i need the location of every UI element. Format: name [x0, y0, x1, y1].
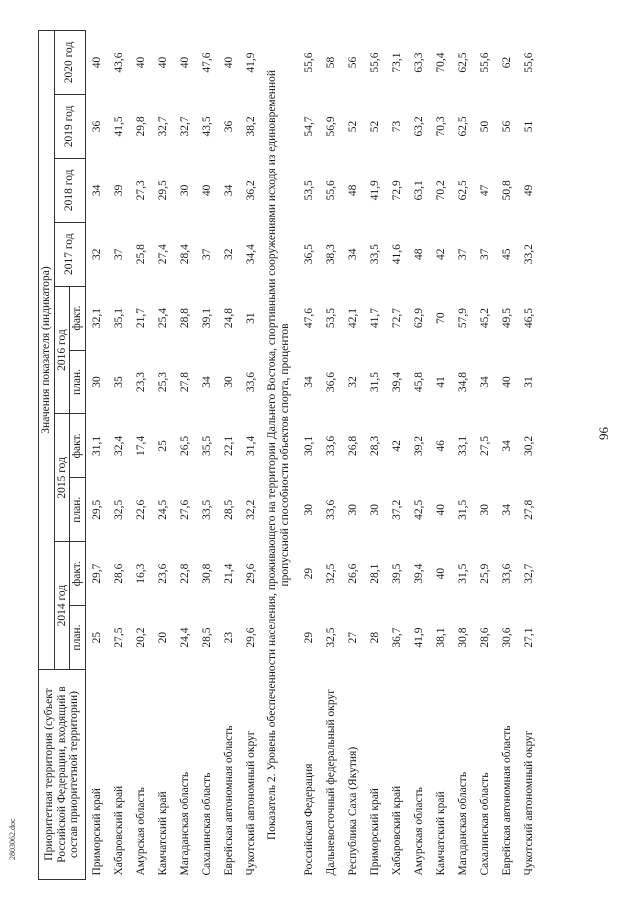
table-row — [474, 31, 496, 880]
value-cell: 34 — [501, 504, 514, 516]
value-cell: 62,9 — [413, 308, 426, 329]
value-cell: 32,7 — [178, 116, 191, 137]
value-cell: 34 — [347, 248, 360, 260]
value-cell: 38,3 — [325, 244, 338, 265]
value-cell: 34 — [479, 376, 492, 388]
header-year-2019: 2019 год — [54, 94, 85, 158]
value-cell: 42,1 — [347, 308, 360, 329]
table-row — [496, 31, 518, 880]
table-row — [218, 31, 240, 880]
value-cell: 38,1 — [435, 627, 448, 648]
value-cell: 63,1 — [413, 180, 426, 201]
value-cell: 41,7 — [369, 308, 382, 329]
value-cell: 24,4 — [178, 627, 191, 648]
value-cell: 39,2 — [413, 435, 426, 456]
value-cell: 30 — [90, 376, 103, 388]
value-cell: 31 — [244, 312, 257, 324]
value-cell: 31 — [523, 376, 536, 388]
value-cell: 45,2 — [479, 308, 492, 329]
table-row — [320, 31, 342, 880]
page-number: 96 — [596, 427, 611, 440]
value-cell: 41,9 — [413, 627, 426, 648]
table-body-indicator-1 — [85, 31, 262, 880]
value-cell: 22,8 — [178, 563, 191, 584]
value-cell: 31,5 — [457, 563, 470, 584]
value-cell: 29,5 — [90, 499, 103, 520]
header-year-2020: 2020 год — [54, 31, 85, 95]
header-year-2015: 2015 год — [54, 414, 70, 542]
region-name: Республика Саха (Якутия) — [347, 746, 360, 876]
value-cell: 73 — [391, 120, 404, 133]
footer-doc-code: 2803062.doc — [8, 818, 17, 860]
value-cell: 33,6 — [325, 435, 338, 456]
value-cell: 51 — [523, 120, 536, 133]
value-cell: 23,6 — [156, 563, 169, 584]
value-cell: 25,4 — [156, 308, 169, 329]
value-cell: 53,5 — [325, 308, 338, 329]
value-cell: 32,5 — [325, 563, 338, 584]
value-cell: 21,4 — [222, 563, 235, 584]
table-row — [152, 31, 174, 880]
value-cell: 37 — [112, 248, 125, 260]
value-cell: 24,8 — [222, 308, 235, 329]
value-cell: 35,1 — [112, 308, 125, 329]
indicator-table — [38, 30, 540, 880]
value-cell: 31,4 — [244, 435, 257, 456]
table-row — [174, 31, 196, 880]
value-cell: 37 — [479, 248, 492, 260]
value-cell: 27,3 — [134, 180, 147, 201]
value-cell: 34,4 — [244, 244, 257, 265]
value-cell: 30 — [303, 504, 316, 516]
value-cell: 33,6 — [501, 563, 514, 584]
value-cell: 55,6 — [479, 52, 492, 73]
value-cell: 40 — [435, 504, 448, 516]
table-row — [196, 31, 218, 880]
value-cell: 28,8 — [178, 308, 191, 329]
value-cell: 45,8 — [413, 371, 426, 393]
value-cell: 54,7 — [303, 116, 316, 137]
value-cell: 30,1 — [303, 435, 316, 456]
table-header — [39, 31, 86, 880]
table-row — [364, 31, 386, 880]
value-cell: 32,5 — [112, 499, 125, 520]
value-cell: 28,5 — [222, 499, 235, 520]
value-cell: 34 — [501, 440, 514, 452]
region-name: Чукотский автономный округ — [244, 730, 257, 876]
value-cell: 39,4 — [391, 371, 404, 393]
value-cell: 22,1 — [222, 435, 235, 456]
region-name: Камчатский край — [435, 791, 448, 876]
value-cell: 36,7 — [391, 627, 404, 648]
value-cell: 32 — [90, 248, 103, 260]
value-cell: 49,5 — [501, 308, 514, 329]
value-cell: 42 — [435, 248, 448, 260]
region-name: Еврейская автономная область — [222, 725, 235, 876]
value-cell: 36,6 — [325, 371, 338, 393]
value-cell: 62,5 — [457, 180, 470, 201]
value-cell: 37 — [457, 248, 470, 260]
value-cell: 39,1 — [200, 308, 213, 329]
header-fact: факт. — [70, 542, 86, 606]
value-cell: 52 — [347, 120, 360, 133]
value-cell: 63,2 — [413, 116, 426, 137]
value-cell: 27 — [347, 631, 360, 644]
value-cell: 29 — [303, 631, 316, 644]
value-cell: 28,3 — [369, 435, 382, 456]
value-cell: 27,6 — [178, 499, 191, 520]
value-cell: 40 — [222, 56, 235, 69]
value-cell: 40 — [134, 56, 147, 69]
value-cell: 62 — [501, 56, 514, 69]
header-plan: план. — [70, 350, 86, 414]
value-cell: 27,1 — [523, 627, 536, 648]
value-cell: 32,7 — [156, 116, 169, 137]
header-year-2016: 2016 год — [54, 286, 70, 414]
table-body-indicator-2 — [298, 31, 540, 880]
region-name: Приморский край — [90, 788, 103, 876]
value-cell: 36,2 — [244, 180, 257, 201]
value-cell: 48 — [413, 248, 426, 260]
value-cell: 36,5 — [303, 244, 316, 265]
value-cell: 32 — [222, 248, 235, 260]
value-cell: 34 — [303, 376, 316, 388]
value-cell: 41,6 — [391, 244, 404, 265]
region-name: Хабаровский край — [391, 785, 404, 876]
table-row — [342, 31, 364, 880]
value-cell: 45 — [501, 248, 514, 260]
value-cell: 73,1 — [391, 52, 404, 73]
value-cell: 25 — [90, 631, 103, 644]
value-cell: 40 — [178, 56, 191, 69]
value-cell: 50,8 — [501, 180, 514, 201]
value-cell: 38,2 — [244, 116, 257, 137]
region-name: Амурская область — [413, 787, 426, 876]
value-cell: 34 — [90, 184, 103, 197]
value-cell: 25 — [156, 440, 169, 452]
table-row — [298, 31, 320, 880]
value-cell: 28,1 — [369, 563, 382, 584]
value-cell: 53,5 — [303, 180, 316, 201]
value-cell: 35,5 — [200, 435, 213, 456]
value-cell: 33,1 — [457, 435, 470, 456]
value-cell: 28,6 — [112, 563, 125, 584]
region-name: Амурская область — [134, 787, 147, 876]
value-cell: 57,9 — [457, 308, 470, 329]
value-cell: 33,6 — [325, 499, 338, 520]
value-cell: 17,4 — [134, 435, 147, 456]
value-cell: 32,4 — [112, 435, 125, 456]
value-cell: 40 — [501, 376, 514, 388]
value-cell: 42,5 — [413, 499, 426, 520]
value-cell: 56 — [347, 56, 360, 69]
value-cell: 30 — [479, 504, 492, 516]
value-cell: 33,5 — [369, 244, 382, 265]
value-cell: 23 — [222, 631, 235, 644]
value-cell: 47,6 — [200, 52, 213, 73]
header-values: Значения показателя (индикатора) — [39, 31, 55, 670]
value-cell: 39,4 — [413, 563, 426, 584]
table-row — [130, 31, 152, 880]
value-cell: 26,6 — [347, 563, 360, 584]
value-cell: 29,6 — [244, 563, 257, 584]
value-cell: 30 — [369, 504, 382, 516]
value-cell: 34 — [222, 184, 235, 197]
value-cell: 58 — [325, 56, 338, 69]
region-name: Российская Федерация — [303, 763, 316, 876]
value-cell: 30,8 — [200, 563, 213, 584]
value-cell: 39 — [112, 184, 125, 197]
value-cell: 41,9 — [244, 52, 257, 73]
value-cell: 36 — [90, 120, 103, 133]
value-cell: 62,5 — [457, 116, 470, 137]
value-cell: 30 — [178, 184, 191, 197]
value-cell: 28,5 — [200, 627, 213, 648]
table-row — [452, 31, 474, 880]
value-cell: 70 — [435, 312, 448, 324]
value-cell: 36 — [222, 120, 235, 133]
value-cell: 29,7 — [90, 563, 103, 584]
value-cell: 50 — [479, 120, 492, 133]
region-name: Магаданская область — [457, 771, 470, 876]
value-cell: 55,6 — [325, 180, 338, 201]
header-plan: план. — [70, 478, 86, 542]
value-cell: 37,2 — [391, 499, 404, 520]
region-name: Магаданская область — [178, 771, 191, 876]
value-cell: 49 — [523, 184, 536, 197]
header-fact: факт. — [70, 414, 86, 478]
header-year-2014: 2014 год — [54, 542, 70, 670]
value-cell: 42 — [391, 440, 404, 452]
value-cell: 32,5 — [325, 627, 338, 648]
value-cell: 63,3 — [413, 52, 426, 73]
value-cell: 24,5 — [156, 499, 169, 520]
value-cell: 62,5 — [457, 52, 470, 73]
section-2 — [262, 31, 298, 880]
value-cell: 21,7 — [134, 308, 147, 329]
value-cell: 32,7 — [523, 563, 536, 584]
value-cell: 25,9 — [479, 563, 492, 584]
table-row — [85, 31, 108, 880]
value-cell: 16,3 — [134, 563, 147, 584]
value-cell: 72,7 — [391, 308, 404, 329]
value-cell: 40 — [156, 56, 169, 69]
value-cell: 30,8 — [457, 627, 470, 648]
value-cell: 32,2 — [244, 499, 257, 520]
value-cell: 56 — [501, 120, 514, 133]
region-name: Чукотский автономный округ — [523, 730, 536, 876]
value-cell: 72,9 — [391, 180, 404, 201]
value-cell: 33,5 — [200, 499, 213, 520]
value-cell: 30 — [222, 376, 235, 388]
value-cell: 40 — [90, 56, 103, 69]
value-cell: 39,5 — [391, 563, 404, 584]
value-cell: 27,8 — [523, 499, 536, 520]
value-cell: 47,6 — [303, 308, 316, 329]
value-cell: 55,6 — [369, 52, 382, 73]
value-cell: 46,5 — [523, 308, 536, 329]
value-cell: 31,5 — [457, 499, 470, 520]
value-cell: 41,9 — [369, 180, 382, 201]
value-cell: 27,5 — [112, 627, 125, 648]
value-cell: 20,2 — [134, 627, 147, 648]
value-cell: 25,8 — [134, 244, 147, 265]
value-cell: 46 — [435, 440, 448, 452]
region-name: Сахалинская область — [479, 772, 492, 876]
header-year-2018: 2018 год — [54, 158, 85, 222]
table-row — [108, 31, 130, 880]
value-cell: 35 — [112, 376, 125, 388]
table-row — [240, 31, 262, 880]
value-cell: 28 — [369, 631, 382, 644]
value-cell: 26,8 — [347, 435, 360, 456]
value-cell: 40 — [200, 184, 213, 197]
value-cell: 29,8 — [134, 116, 147, 137]
header-plan: план. — [70, 606, 86, 670]
value-cell: 41 — [435, 376, 448, 388]
value-cell: 32 — [347, 376, 360, 388]
value-cell: 32,1 — [90, 308, 103, 329]
table-row — [386, 31, 408, 880]
table-row — [518, 31, 540, 880]
value-cell: 55,6 — [523, 52, 536, 73]
value-cell: 33,6 — [244, 371, 257, 393]
region-name: Хабаровский край — [112, 785, 125, 876]
value-cell: 31,5 — [369, 371, 382, 393]
header-fact: факт. — [70, 286, 86, 350]
value-cell: 34,8 — [457, 371, 470, 393]
value-cell: 52 — [369, 120, 382, 133]
header-subject: Приоритетная территория (субъект Российской Федерации, входящий в состав приоритетной территории) — [39, 670, 86, 880]
value-cell: 37 — [200, 248, 213, 260]
value-cell: 70,3 — [435, 116, 448, 137]
region-name: Еврейская автономная область — [501, 725, 514, 876]
value-cell: 28,6 — [479, 627, 492, 648]
value-cell: 20 — [156, 631, 169, 644]
value-cell: 27,8 — [178, 371, 191, 393]
value-cell: 29 — [303, 567, 316, 580]
value-cell: 31,1 — [90, 435, 103, 456]
value-cell: 48 — [347, 184, 360, 197]
value-cell: 43,6 — [112, 52, 125, 73]
value-cell: 30,2 — [523, 435, 536, 456]
region-name: Камчатский край — [156, 791, 169, 876]
value-cell: 33,2 — [523, 244, 536, 265]
value-cell: 40 — [435, 567, 448, 580]
value-cell: 28,4 — [178, 244, 191, 265]
value-cell: 70,2 — [435, 180, 448, 201]
table-row — [430, 31, 452, 880]
value-cell: 27,5 — [479, 435, 492, 456]
table-row — [408, 31, 430, 880]
value-cell: 41,5 — [112, 116, 125, 137]
value-cell: 34 — [200, 376, 213, 388]
value-cell: 30,6 — [501, 627, 514, 648]
value-cell: 25,3 — [156, 371, 169, 393]
region-name: Приморский край — [369, 788, 382, 876]
header-year-2017: 2017 год — [54, 222, 85, 286]
rotated-table-container — [38, 30, 583, 880]
value-cell: 43,5 — [200, 116, 213, 137]
value-cell: 29,6 — [244, 627, 257, 648]
value-cell: 27,4 — [156, 244, 169, 265]
value-cell: 56,9 — [325, 116, 338, 137]
value-cell: 70,4 — [435, 52, 448, 73]
value-cell: 26,5 — [178, 435, 191, 456]
value-cell: 47 — [479, 184, 492, 197]
value-cell: 55,6 — [303, 52, 316, 73]
value-cell: 29,5 — [156, 180, 169, 201]
value-cell: 23,3 — [134, 371, 147, 393]
value-cell: 22,6 — [134, 499, 147, 520]
region-name: Сахалинская область — [200, 772, 213, 876]
section-2-title: Показатель 2. Уровень обеспеченности населения, проживающего на территории Дальнего Востока, спортивными сооружениями исходя из единовременной пропускной способности объектов спорта, процентов — [265, 69, 292, 841]
value-cell: 30 — [347, 504, 360, 516]
region-name: Дальневосточный федеральный округ — [325, 689, 338, 876]
